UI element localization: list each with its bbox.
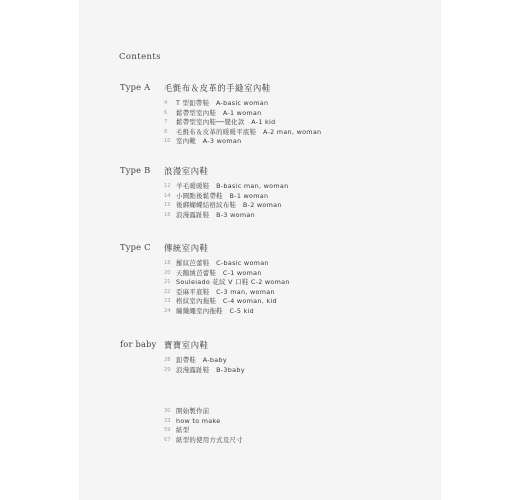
toc-entry[interactable] [164, 366, 440, 376]
toc-entry[interactable] [164, 128, 440, 138]
toc-entry[interactable] [164, 99, 440, 109]
entry-text: 紙型的使用方式及尺寸 [176, 435, 243, 444]
page-number: 67 [164, 436, 171, 443]
toc-entry[interactable] [164, 417, 243, 427]
page-number: 30 [164, 408, 171, 414]
entry-text: 後綁蝴蝶結格紋布鞋 B-2 woman [176, 201, 282, 210]
section-title: 寶寶室內鞋 [164, 340, 209, 350]
page-number: 4 [164, 100, 168, 106]
page-number: 6 [164, 109, 168, 116]
section-title: 毛氈布＆皮革的手縫室內鞋 [164, 83, 271, 93]
entry-list [164, 259, 440, 317]
appendix-entry-list [164, 407, 243, 445]
section-heading [120, 242, 440, 256]
entry-text: 亞麻平底鞋 C-3 man, woman [176, 287, 275, 296]
entry-text: 羊毛暖暖鞋 B-basic man, woman [176, 182, 289, 190]
toc-entry[interactable] [164, 278, 440, 288]
entry-text: 小圓點後鬆帶鞋 B-1 woman [176, 191, 269, 200]
page-number: 12 [164, 183, 171, 189]
entry-text: Souleiado 花紋 V 口鞋 C-2 woman [176, 278, 290, 287]
toc-entry[interactable] [164, 118, 440, 128]
entry-text: 浪漫露趾鞋 B-3 woman [176, 210, 255, 219]
section-type-b [120, 165, 440, 220]
entry-text: 鬆帶型室內鞋──變化款 A-1 kid [176, 118, 276, 127]
toc-entry[interactable] [164, 182, 440, 192]
toc-entry[interactable] [164, 426, 243, 436]
entry-text: 紙型 [176, 426, 190, 435]
page-number: 21 [164, 279, 171, 286]
section-label: Type C [120, 242, 151, 252]
page-number: 8 [164, 128, 168, 135]
entry-text: 浪漫露趾鞋 B-3baby [176, 365, 245, 374]
page-number: 16 [164, 211, 171, 218]
section-title: 浪漫室內鞋 [164, 166, 209, 176]
page-number: 15 [164, 202, 171, 209]
section-type-a [120, 82, 440, 147]
entry-text: 羅紋芭蕾鞋 C-basic woman [176, 259, 269, 267]
entry-list [164, 99, 440, 147]
toc-entry[interactable] [164, 137, 440, 147]
toc-entry[interactable] [164, 259, 440, 269]
page-number: 28 [164, 357, 171, 363]
section-title: 傳統室內鞋 [164, 243, 209, 253]
entry-list [164, 356, 440, 375]
contents-title: Contents [119, 52, 161, 62]
toc-entry[interactable] [164, 307, 440, 317]
entry-text: 開始製作前 [176, 407, 210, 415]
page-number: 22 [164, 288, 171, 295]
entry-text: 格紋室內拖鞋 C-4 woman, kid [176, 297, 277, 306]
entry-text: 天鵝絨芭蕾鞋 C-1 woman [176, 268, 262, 277]
section-heading [120, 82, 440, 96]
entry-text: 室內靴 A-3 woman [176, 137, 242, 146]
entry-text: 毛氈布＆皮革的暖暖平底鞋 A-2 man, woman [176, 127, 322, 136]
toc-entry[interactable] [164, 201, 440, 211]
entry-text: 釦帶鞋 A-baby [176, 356, 227, 364]
toc-entry[interactable] [164, 407, 243, 417]
page-number: 59 [164, 427, 171, 434]
section-heading [120, 165, 440, 179]
toc-entry[interactable] [164, 211, 440, 221]
section-label: for baby [120, 339, 157, 349]
entry-list [164, 182, 440, 220]
section-heading [120, 339, 440, 353]
page-number: 10 [164, 138, 171, 145]
entry-text: T 型釦帶鞋 A-basic woman [176, 99, 269, 107]
book-page [79, 0, 441, 500]
page-number: 24 [164, 307, 171, 314]
toc-entry[interactable] [164, 436, 243, 446]
page-number: 18 [164, 260, 171, 266]
page-number: 29 [164, 366, 171, 373]
toc-entry[interactable] [164, 269, 440, 279]
section-label: Type A [120, 82, 151, 92]
page-number: 7 [164, 119, 168, 126]
entry-text: how to make [176, 416, 221, 425]
toc-entry[interactable] [164, 192, 440, 202]
toc-entry[interactable] [164, 297, 440, 307]
page-number: 33 [164, 417, 171, 424]
toc-entry[interactable] [164, 288, 440, 298]
entry-text: 編織繩室內拖鞋 C-5 kid [176, 306, 255, 315]
toc-entry[interactable] [164, 109, 440, 119]
section-type-c [120, 242, 440, 317]
page-number: 23 [164, 298, 171, 305]
page-number: 20 [164, 269, 171, 276]
toc-entry[interactable] [164, 356, 440, 366]
entry-text: 鬆帶型室內鞋 A-1 woman [176, 108, 262, 117]
section-label: Type B [120, 165, 151, 175]
page-number: 14 [164, 192, 171, 199]
section-for-baby [120, 339, 440, 375]
